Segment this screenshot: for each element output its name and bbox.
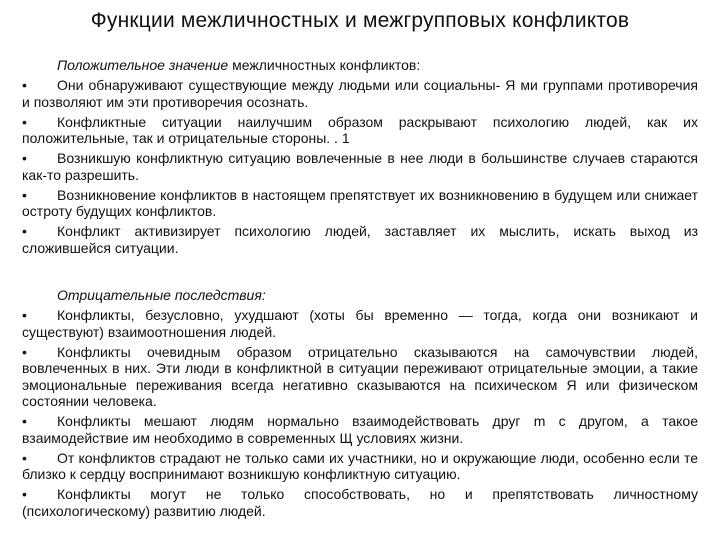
list-item <box>22 486 698 519</box>
list-item <box>22 307 698 340</box>
list-item-text: Они обнаруживают существующие между людьми или социальны- Я ми группами противоречия и позволяют им эти противоречия осознать. <box>22 77 698 110</box>
positive-section <box>22 57 698 260</box>
bullet-icon: • <box>22 307 27 323</box>
bullet-icon: • <box>22 186 27 203</box>
bullet-icon: • <box>22 77 27 93</box>
list-item <box>22 413 698 446</box>
list-item-text: Конфликты, безусловно, ухудшают (хоты бы временно — тогда, когда они возникают и существуют) взаимоотношения людей. <box>22 307 698 340</box>
list-item <box>22 223 698 256</box>
list-item-text: Конфликты могут не только способствовать, но и препятствовать личностному (психологическому) развитию людей. <box>22 486 698 519</box>
bullet-icon: • <box>22 486 27 502</box>
positive-heading <box>22 57 698 74</box>
list-item <box>22 450 698 483</box>
list-item-text: Конфликтные ситуации наилучшим образом раскрывают психологию людей, как их положительные, так и отрицательные стороны. . 1 <box>22 113 698 146</box>
list-item <box>22 344 698 410</box>
positive-heading-rest: межличностных конфликтов: <box>228 57 421 73</box>
negative-heading-italic: Отрицательные последствия: <box>57 287 266 303</box>
negative-section <box>22 287 698 523</box>
list-item <box>22 150 698 183</box>
negative-heading <box>22 287 698 304</box>
bullet-icon: • <box>22 150 27 166</box>
positive-heading-italic: Положительное значение <box>57 57 229 73</box>
list-item <box>22 187 698 220</box>
list-item-text: Конфликты мешают людям нормально взаимодействовать друг m с другом, а такое взаимодействие им необходимо в современных Щ условиях жизни. <box>22 413 698 446</box>
list-item <box>22 114 698 147</box>
bullet-icon: • <box>22 449 27 466</box>
bullet-icon: • <box>22 343 27 360</box>
list-item-text: От конфликтов страдают не только сами их участники, но и окружающие люди, особенно если те близко к сердцу воспринимают возникшую конфликтную ситуацию. <box>22 449 698 482</box>
list-item-text: Возникшую конфликтную ситуацию вовлеченные в нее люди в большинстве случаев стараются как-то разрешить. <box>22 150 698 183</box>
bullet-icon: • <box>22 113 27 130</box>
bullet-icon: • <box>22 223 27 239</box>
list-item-text: Конфликт активизирует психологию людей, заставляет их мыслить, искать выход из сложившейся ситуации. <box>22 223 698 256</box>
list-item <box>22 77 698 110</box>
bullet-icon: • <box>22 413 27 429</box>
list-item-text: Возникновение конфликтов в настоящем препятствует их возникновению в будущем или снижает остроту будущих конфликтов. <box>22 186 698 219</box>
page-title: Функции межличностных и межгрупповых конфликтов <box>90 9 630 32</box>
list-item-text: Конфликты очевидным образом отрицательно сказываются на самочувствии людей, вовлеченных в них. Эти люди в конфликтной в ситуации переживают отрицательные эмоции, а такие эмоциональные переживания всегда негативно сказываются на психическом Я или физическом состоянии человека. <box>22 343 698 409</box>
